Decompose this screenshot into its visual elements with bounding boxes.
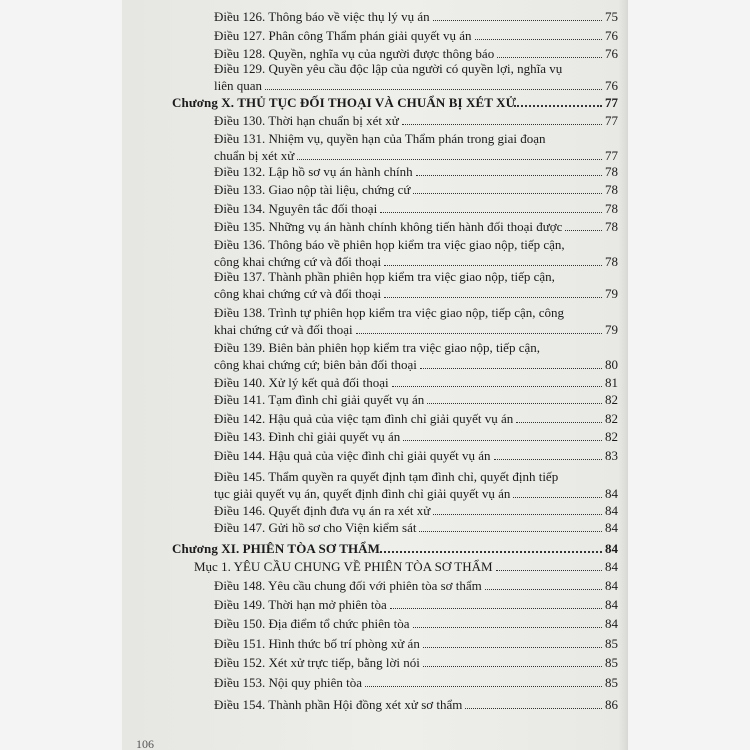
page-number: 106	[136, 737, 154, 750]
dot-leader	[565, 230, 602, 231]
toc-article	[122, 46, 628, 61]
toc-chapter	[122, 541, 628, 556]
dot-leader	[265, 89, 602, 90]
toc-article	[122, 269, 628, 301]
toc-page-number: 83	[605, 448, 618, 463]
dot-leader	[356, 333, 602, 334]
toc-page-number: 76	[605, 28, 618, 43]
toc-entry-text: Điều 144. Hậu quả của việc đình chỉ giải quyết vụ án	[214, 448, 491, 463]
toc-article	[122, 9, 628, 24]
toc-entry-text: Điều 136. Thông báo về phiên họp kiểm tra việc giao nộp, tiếp cận,	[214, 237, 565, 252]
toc-entry-text: Điều 148. Yêu cầu chung đối với phiên tòa sơ thẩm	[214, 578, 482, 593]
toc-page-number: 82	[605, 392, 618, 407]
dot-leader	[494, 459, 602, 460]
dot-leader	[384, 265, 602, 266]
toc-article	[122, 164, 628, 179]
toc-article	[122, 392, 628, 407]
toc-page-number: 75	[605, 9, 618, 24]
toc-article	[122, 448, 628, 463]
dot-leader	[384, 297, 602, 298]
dot-leader	[427, 403, 602, 404]
toc-article	[122, 340, 628, 372]
dot-leader	[380, 212, 602, 213]
toc-page-number: 76	[605, 78, 618, 93]
toc-article	[122, 219, 628, 234]
toc-article	[122, 375, 628, 390]
dot-leader	[423, 666, 602, 667]
toc-article	[122, 237, 628, 269]
book-page	[122, 0, 628, 750]
toc-entry-text: Điều 133. Giao nộp tài liệu, chứng cứ	[214, 182, 411, 197]
toc-entry-text: Điều 139. Biên bản phiên họp kiểm tra việc giao nộp, tiếp cận,	[214, 340, 540, 355]
toc-article	[122, 597, 628, 612]
dot-leader	[402, 124, 602, 125]
toc-page-number: 85	[605, 655, 618, 670]
toc-entry-text: tục giải quyết vụ án, quyết định đình chỉ giải quyết vụ án	[214, 486, 511, 501]
dot-leader	[465, 708, 602, 709]
toc-article	[122, 578, 628, 593]
toc-entry-text: Điều 141. Tạm đình chỉ giải quyết vụ án	[214, 392, 425, 407]
toc-article	[122, 182, 628, 197]
toc-entry-text: Điều 135. Những vụ án hành chính không tiến hành đối thoại được	[214, 219, 563, 234]
toc-chapter	[122, 95, 628, 110]
toc-page-number: 77	[605, 113, 618, 128]
toc-entry-text: Điều 130. Thời hạn chuẩn bị xét xử	[214, 113, 399, 128]
toc-entry-text: liên quan	[214, 78, 263, 93]
dot-leader	[496, 570, 602, 571]
toc-article	[122, 305, 628, 337]
toc-page-number: 79	[605, 286, 618, 301]
toc-entry-text: Điều 142. Hậu quả của việc tạm đình chỉ giải quyết vụ án	[214, 411, 514, 426]
toc-page-number: 84	[605, 541, 618, 556]
toc-entry-text: Điều 128. Quyền, nghĩa vụ của người được thông báo	[214, 46, 495, 61]
dot-leader	[413, 193, 602, 194]
toc-page-number: 78	[605, 219, 618, 234]
toc-article	[122, 636, 628, 651]
dot-leader	[297, 159, 602, 160]
background-left	[0, 0, 122, 750]
toc-page-number: 84	[605, 559, 618, 574]
toc-page-number: 85	[605, 636, 618, 651]
toc-section	[122, 559, 628, 574]
toc-page-number: 77	[605, 95, 618, 110]
dot-leader	[413, 627, 603, 628]
dot-leader	[390, 608, 602, 609]
toc-page-number: 82	[605, 429, 618, 444]
toc-entry-text: Chương X. THỦ TỤC ĐỐI THOẠI VÀ CHUẨN BỊ XÉT XỬ	[172, 95, 517, 110]
dot-leader	[380, 551, 602, 553]
toc-entry-text: Điều 129. Quyền yêu cầu độc lập của người có quyền lợi, nghĩa vụ	[214, 61, 563, 76]
toc-entry-text: khai chứng cứ và đối thoại	[214, 322, 353, 337]
dot-leader	[416, 175, 602, 176]
toc-entry-text: Điều 145. Thẩm quyền ra quyết định tạm đình chỉ, quyết định tiếp	[214, 469, 559, 484]
toc-entry-text: Điều 126. Thông báo về việc thụ lý vụ án	[214, 9, 430, 24]
toc-entry-text: Điều 154. Thành phần Hội đồng xét xử sơ thẩm	[214, 697, 463, 712]
toc-page-number: 78	[605, 254, 618, 269]
toc-article	[122, 520, 628, 535]
toc-entry-text: Điều 150. Địa điểm tổ chức phiên tòa	[214, 616, 410, 631]
toc-entry-text: Điều 151. Hình thức bố trí phòng xử án	[214, 636, 420, 651]
toc-page-number: 84	[605, 578, 618, 593]
toc-entry-text: Điều 137. Thành phần phiên họp kiểm tra việc giao nộp, tiếp cận,	[214, 269, 555, 284]
toc-page-number: 84	[605, 616, 618, 631]
toc-page-number: 84	[605, 486, 618, 501]
dot-leader	[420, 368, 602, 369]
toc-page-number: 78	[605, 164, 618, 179]
toc-page-number: 84	[605, 597, 618, 612]
dot-leader	[485, 589, 602, 590]
dot-leader	[513, 497, 602, 498]
toc-entry-text: Điều 131. Nhiệm vụ, quyền hạn của Thẩm phán trong giai đoạn	[214, 131, 546, 146]
toc-page-number: 78	[605, 201, 618, 216]
background-right	[628, 0, 750, 750]
toc-article	[122, 655, 628, 670]
toc-entry-text: chuẩn bị xét xử	[214, 148, 295, 163]
toc-entry-text: Điều 140. Xử lý kết quả đối thoại	[214, 375, 389, 390]
toc-entry-text: Điều 146. Quyết định đưa vụ án ra xét xử	[214, 503, 431, 518]
toc-article	[122, 411, 628, 426]
toc-page-number: 79	[605, 322, 618, 337]
toc-page-number: 85	[605, 675, 618, 690]
toc-entry-text: Điều 132. Lập hồ sơ vụ án hành chính	[214, 164, 413, 179]
toc-entry-text: Điều 138. Trình tự phiên họp kiểm tra việc giao nộp, tiếp cận, công	[214, 305, 565, 320]
table-of-contents	[122, 0, 628, 750]
toc-article	[122, 113, 628, 128]
toc-entry-text: Điều 147. Gửi hồ sơ cho Viện kiểm sát	[214, 520, 417, 535]
dot-leader	[433, 514, 602, 515]
toc-entry-text: Điều 153. Nội quy phiên tòa	[214, 675, 363, 690]
toc-page-number: 81	[605, 375, 618, 390]
toc-article	[122, 61, 628, 93]
toc-entry-text: Mục 1. YÊU CẦU CHUNG VỀ PHIÊN TÒA SƠ THẨM	[194, 559, 493, 574]
toc-article	[122, 503, 628, 518]
toc-article	[122, 201, 628, 216]
toc-entry-text: Điều 149. Thời hạn mở phiên tòa	[214, 597, 387, 612]
dot-leader	[497, 57, 602, 58]
toc-article	[122, 131, 628, 163]
dot-leader	[516, 422, 602, 423]
toc-page-number: 80	[605, 357, 618, 372]
toc-page-number: 84	[605, 503, 618, 518]
toc-page-number: 84	[605, 520, 618, 535]
dot-leader	[514, 105, 602, 107]
toc-page-number: 76	[605, 46, 618, 61]
dot-leader	[365, 686, 602, 687]
toc-page-number: 86	[605, 697, 618, 712]
toc-entry-text: Điều 127. Phân công Thẩm phán giải quyết vụ án	[214, 28, 472, 43]
dot-leader	[423, 647, 602, 648]
toc-page-number: 82	[605, 411, 618, 426]
toc-entry-text: Điều 152. Xét xử trực tiếp, bằng lời nói	[214, 655, 420, 670]
toc-entry-text: Chương XI. PHIÊN TÒA SƠ THẨM	[172, 541, 381, 556]
toc-article	[122, 616, 628, 631]
toc-article	[122, 697, 628, 712]
toc-entry-text: công khai chứng cứ và đối thoại	[214, 254, 382, 269]
dot-leader	[475, 39, 602, 40]
dot-leader	[433, 20, 602, 21]
toc-entry-text: công khai chứng cứ và đối thoại	[214, 286, 382, 301]
toc-entry-text: công khai chứng cứ; biên bản đối thoại	[214, 357, 417, 372]
toc-page-number: 77	[605, 148, 618, 163]
toc-article	[122, 469, 628, 501]
toc-entry-text: Điều 134. Nguyên tắc đối thoại	[214, 201, 378, 216]
dot-leader	[392, 386, 602, 387]
dot-leader	[419, 531, 602, 532]
toc-page-number: 78	[605, 182, 618, 197]
dot-leader	[403, 440, 602, 441]
toc-article	[122, 429, 628, 444]
toc-entry-text: Điều 143. Đình chỉ giải quyết vụ án	[214, 429, 401, 444]
toc-article	[122, 675, 628, 690]
toc-article	[122, 28, 628, 43]
